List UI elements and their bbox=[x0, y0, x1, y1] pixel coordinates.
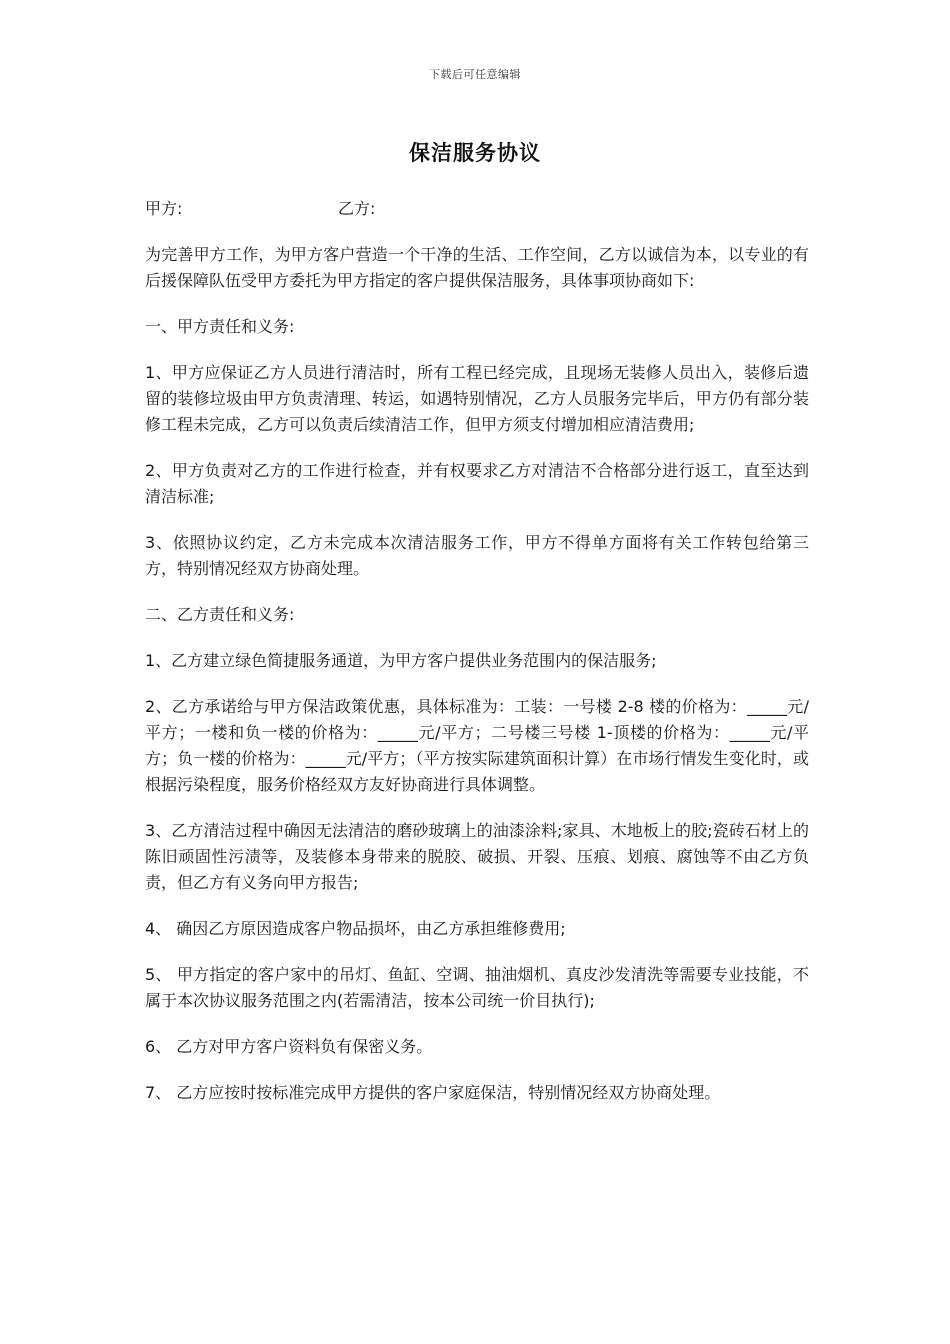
document-body bbox=[145, 196, 809, 1126]
party-a-clause-1: 1、甲方应保证乙方人员进行清洁时，所有工程已经完成，且现场无装修人员出入，装修后遗留的装修垃圾由甲方负责清理、转运，如遇特别情况，乙方人员服务完毕后，甲方仍有部分装修工程未完成，乙方可以负责后续清洁工作，但甲方须支付增加相应清洁费用; bbox=[145, 363, 809, 434]
section-heading-party-b: 二、乙方责任和义务: bbox=[145, 605, 295, 624]
party-b-clause-2: 2、乙方承诺给与甲方保洁政策优惠，具体标准为：工装：一号楼 2-8 楼的价格为：_____元/平方；一楼和负一楼的价格为：_____元/平方；二号楼三号楼 1-顶楼的价格为：_____元/平方；负一楼的价格为：_____元/平方；（平方按实际建筑面积计算）在市场行情发生变化时，或根据污染程度，服务价格经双方友好协商进行具体调整。 bbox=[145, 697, 809, 794]
party-b-clause-6: 6、 乙方对甲方客户资料负有保密义务。 bbox=[145, 1037, 433, 1056]
party-a-label: 甲方: bbox=[145, 199, 183, 218]
party-a-clause-2: 2、甲方负责对乙方的工作进行检查，并有权要求乙方对清洁不合格部分进行返工，直至达到清洁标准; bbox=[145, 461, 809, 506]
header-note: 下载后可任意编辑 bbox=[429, 68, 521, 81]
party-b-clause-4: 4、 确因乙方原因造成客户物品损坏，由乙方承担维修费用; bbox=[145, 919, 566, 938]
party-b-clause-3: 3、乙方清洁过程中确因无法清洁的磨砂玻璃上的油漆涂料;家具、木地板上的胶;瓷砖石材上的陈旧顽固性污渍等，及装修本身带来的脱胶、破损、开裂、压痕、划痕、腐蚀等不由乙方负责，但乙方有义务向甲方报告; bbox=[145, 821, 809, 892]
party-b-clause-1: 1、乙方建立绿色简捷服务通道，为甲方客户提供业务范围内的保洁服务; bbox=[145, 651, 657, 670]
party-b-clause-5: 5、 甲方指定的客户家中的吊灯、鱼缸、空调、抽油烟机、真皮沙发清洗等需要专业技能，不属于本次协议服务范围之内(若需清洁，按本公司统一价目执行); bbox=[145, 965, 809, 1010]
document-title: 保洁服务协议 bbox=[409, 141, 541, 165]
intro-paragraph: 为完善甲方工作，为甲方客户营造一个干净的生活、工作空间，乙方以诚信为本，以专业的有后援保障队伍受甲方委托为甲方指定的客户提供保洁服务，具体事项协商如下: bbox=[145, 245, 809, 290]
party-b-label: 乙方: bbox=[338, 199, 376, 218]
party-b-clause-7: 7、 乙方应按时按标准完成甲方提供的客户家庭保洁，特别情况经双方协商处理。 bbox=[145, 1083, 721, 1102]
section-heading-party-a: 一、甲方责任和义务: bbox=[145, 317, 295, 336]
parties-row bbox=[145, 196, 809, 222]
party-a-clause-3: 3、依照协议约定，乙方未完成本次清洁服务工作，甲方不得单方面将有关工作转包给第三方，特别情况经双方协商处理。 bbox=[145, 533, 809, 578]
